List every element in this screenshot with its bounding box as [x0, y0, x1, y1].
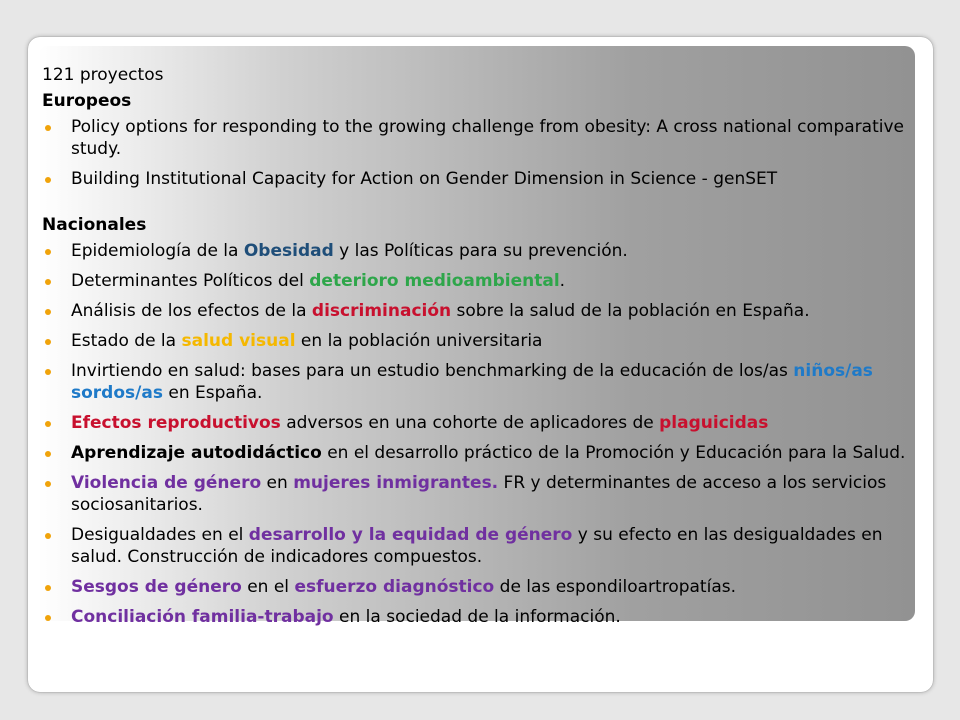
list-nacionales [42, 240, 932, 628]
item-text: en la sociedad de la información. [333, 607, 621, 627]
bullet-icon [45, 125, 51, 131]
list-item [42, 240, 932, 262]
list-item [42, 116, 932, 160]
highlight-text: Conciliación familia-trabajo [71, 607, 334, 627]
list-item [42, 360, 932, 404]
highlight-text: deterioro medioambiental [309, 271, 560, 291]
highlight-text: niños/as sordos/as [71, 361, 873, 403]
highlight-text: Sesgos de género [71, 577, 242, 597]
highlight-text: plaguicidas [659, 413, 769, 433]
list-item [42, 270, 932, 292]
list-item [42, 412, 932, 434]
item-text: Epidemiología de la [71, 241, 244, 261]
item-text: Determinantes Políticos del [71, 271, 310, 291]
item-text: Policy options for responding to the growing challenge from obesity: A cross national comparative study. [71, 117, 904, 159]
list-europeos [42, 116, 932, 190]
item-text: y las Políticas para su prevención. [333, 241, 628, 261]
item-text: de las espondiloartropatías. [494, 577, 736, 597]
list-item [42, 472, 932, 516]
bullet-icon [45, 339, 51, 345]
item-text: en España. [162, 383, 263, 403]
list-item [42, 300, 932, 322]
bullet-icon [45, 309, 51, 315]
list-item [42, 330, 932, 352]
highlight-text: salud visual [181, 331, 296, 351]
item-text: FR y determinantes de acceso a los servicios sociosanitarios. [71, 473, 887, 515]
item-text: . [559, 271, 566, 291]
item-text: en [261, 473, 294, 493]
list-item [42, 524, 932, 568]
item-text: sobre la salud de la población en España. [451, 301, 810, 321]
item-text: Análisis de los efectos de la [71, 301, 312, 321]
bullet-icon [45, 177, 51, 183]
bullet-icon [45, 279, 51, 285]
bullet-icon [45, 585, 51, 591]
item-text: Desigualdades en el [71, 525, 249, 545]
item-text: adversos en una cohorte de aplicadores de [280, 413, 660, 433]
highlight-text: mujeres inmigrantes. [293, 473, 499, 493]
bullet-icon [45, 481, 51, 487]
heading-europeos: Europeos [42, 91, 132, 111]
highlight-text: Efectos reproductivos [71, 413, 281, 433]
bullet-icon [45, 249, 51, 255]
project-count: 121 proyectos [42, 65, 164, 85]
list-item [42, 168, 932, 190]
bold-text: Aprendizaje autodidáctico [71, 443, 322, 463]
item-text: Estado de la [71, 331, 182, 351]
item-text: en la población universitaria [295, 331, 543, 351]
item-text: Building Institutional Capacity for Action on Gender Dimension in Science - genSET [71, 169, 778, 189]
highlight-text: discriminación [311, 301, 452, 321]
highlight-text: Violencia de género [71, 473, 262, 493]
highlight-text: esfuerzo diagnóstico [294, 577, 495, 597]
item-text: y su efecto en las desigualdades en salud. Construcción de indicadores compuestos. [71, 525, 883, 567]
item-text: en el desarrollo práctico de la Promoción y Educación para la Salud. [321, 443, 906, 463]
bullet-icon [45, 451, 51, 457]
item-text: en el [241, 577, 295, 597]
item-text: Invirtiendo en salud: bases para un estudio benchmarking de la educación de los/as [71, 361, 794, 381]
highlight-text: desarrollo y la equidad de género [248, 525, 573, 545]
bullet-icon [45, 615, 51, 621]
list-item [42, 576, 932, 598]
heading-nacionales: Nacionales [42, 215, 147, 235]
bullet-icon [45, 421, 51, 427]
highlight-text: Obesidad [243, 241, 334, 261]
bullet-icon [45, 533, 51, 539]
list-item [42, 606, 932, 628]
slide-content [42, 64, 932, 628]
list-item [42, 442, 932, 464]
bullet-icon [45, 369, 51, 375]
